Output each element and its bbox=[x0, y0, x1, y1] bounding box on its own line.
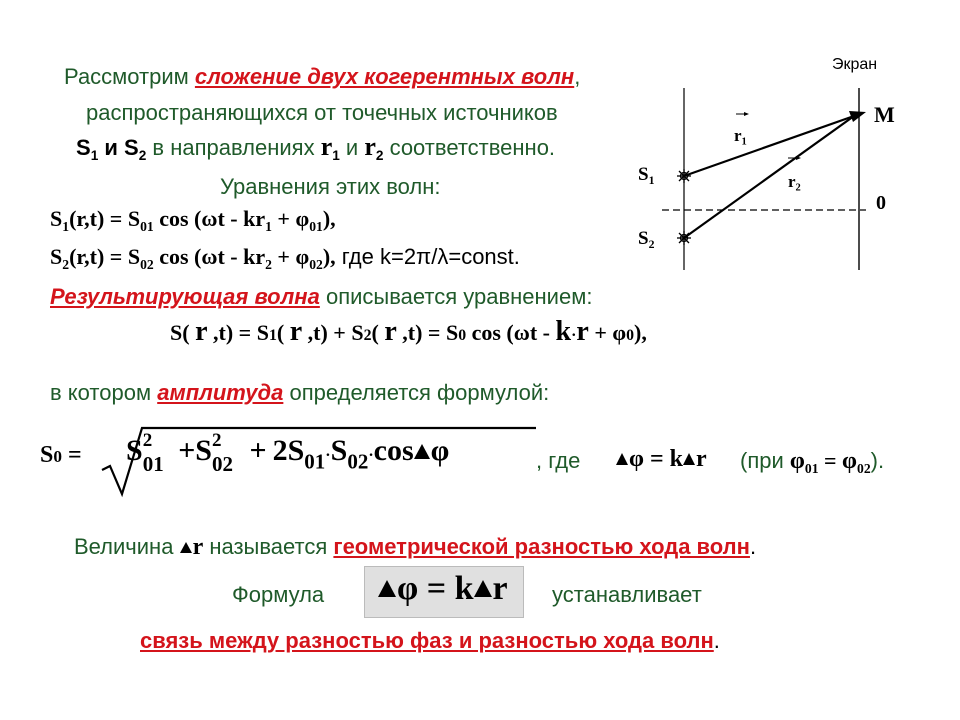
wave-equation-1: $S_1(r,t) = S_{01}$ $\cos (\omega t - kr_1 + \varphi_{01})$, bbox=[50, 206, 336, 234]
highlighted-formula: φ = k r bbox=[378, 570, 508, 608]
amplitude-line: в котором амплитуда определяется формулой: bbox=[50, 380, 550, 405]
source-s1-icon bbox=[677, 169, 691, 183]
intro-line-3: $S_1$ и $S_2$ в направлениях $r_1$ и $r_2$ соответственно. bbox=[76, 132, 556, 163]
zero-label: 0 bbox=[876, 192, 886, 214]
amplitude-lhs: S0 = bbox=[40, 442, 82, 468]
delta-icon bbox=[378, 580, 396, 597]
s1-label: $S_1$ bbox=[638, 164, 655, 188]
delta-icon bbox=[474, 580, 492, 597]
intro-line-2: распространяющихся от точечных источников bbox=[86, 100, 558, 125]
arrow-head-icon bbox=[849, 111, 866, 122]
r1-label: $r_1$ bbox=[734, 126, 747, 148]
delta-icon bbox=[683, 453, 695, 465]
intro-line-1: Рассмотрим сложение двух когерентных волн, bbox=[64, 64, 581, 89]
s2-label: $S_2$ bbox=[638, 228, 655, 252]
equations-title: Уравнения этих волн: bbox=[220, 174, 441, 199]
phase-path-link-term: связь между разностью фаз и разностью хода волн bbox=[140, 628, 714, 653]
result-wave-line: Результирующая волна описывается уравнением: bbox=[50, 284, 593, 309]
conclusion-line-3: связь между разностью фаз и разностью хода волн. bbox=[140, 628, 720, 653]
r2-label: $r_2$ bbox=[788, 172, 801, 194]
conclusion-establishes: устанавливает bbox=[552, 582, 702, 607]
ray-r1 bbox=[684, 116, 854, 176]
delta-icon bbox=[180, 542, 192, 553]
path-difference-term: геометрической разностью хода волн bbox=[333, 534, 750, 559]
result-wave-term: Результирующая волна bbox=[50, 284, 320, 309]
interference-diagram bbox=[630, 60, 920, 280]
delta-icon bbox=[414, 444, 430, 459]
source-s2-icon bbox=[677, 231, 691, 245]
phase-condition: (при $\varphi_{01} = \varphi_{02}$). bbox=[740, 448, 885, 476]
conclusion-formula-label: Формула bbox=[232, 582, 325, 607]
amplitude-where: , где bbox=[536, 448, 581, 473]
screen-label: Экран bbox=[832, 56, 878, 73]
arrow-head-icon bbox=[744, 112, 749, 116]
phase-difference-relation: φ = k r bbox=[616, 446, 707, 473]
ray-r2 bbox=[684, 116, 854, 238]
amplitude-term: амплитуда bbox=[157, 380, 284, 405]
delta-icon bbox=[616, 453, 628, 465]
conclusion-line-1: Величина r называется геометрической разностью хода волн. bbox=[74, 534, 757, 560]
wave-equation-2: $S_2(r,t) = S_{02}$ $\cos (\omega t - kr_2 + \varphi_{02})$, где k=2π/λ=const. bbox=[50, 244, 520, 272]
amplitude-radicand: S 2 01 +S 2 02 + $2S_{01}\cdot S_{02}\cdot\cos$ φ bbox=[126, 430, 450, 476]
point-m-label: M bbox=[874, 102, 895, 127]
result-equation: S( r ,t) = S1( r ,t) + S2( r ,t) = S0 cos (ωt - k·r + φ0), bbox=[170, 316, 647, 347]
coherent-waves-term: сложение двух когерентных волн bbox=[194, 64, 575, 89]
